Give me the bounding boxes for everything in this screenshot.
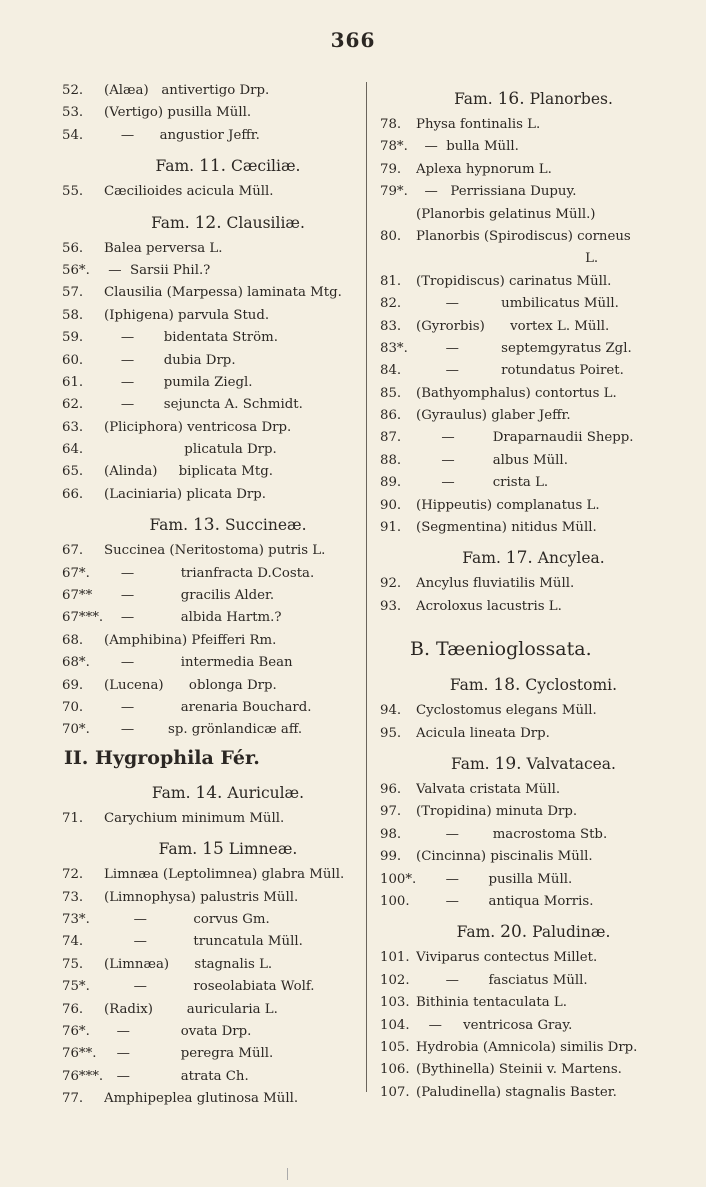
list-item xyxy=(380,1015,655,1037)
family-name: Cyclostomi. xyxy=(520,676,618,695)
entry-text: Succinea (Neritostoma) putris L. xyxy=(104,543,326,559)
entry-number: 65. xyxy=(62,464,84,480)
entry-number: 56*. xyxy=(62,262,90,278)
subsection-heading: B. Tæenioglossata. xyxy=(410,638,592,661)
entry-text: (Vertigo) pusilla Müll. xyxy=(104,105,252,121)
family-label: Fam. xyxy=(158,840,203,859)
entry-number: 90. xyxy=(380,497,402,513)
entry-number: 94. xyxy=(380,703,402,719)
right-column xyxy=(380,80,655,1104)
list-item xyxy=(380,573,655,595)
entry-text: — corvus Gm. xyxy=(104,911,270,927)
list-item xyxy=(380,495,655,517)
list-item xyxy=(380,405,655,427)
family-label: Fam. xyxy=(456,923,501,942)
entry-text: — bulla Müll. xyxy=(416,139,519,155)
entry-number: 76*. xyxy=(62,1023,90,1039)
entry-number: 83. xyxy=(380,318,402,334)
list-item xyxy=(380,824,655,846)
entry-text: Aplexa hypnorum L. xyxy=(416,161,552,177)
entry-text: plicatula Drp. xyxy=(104,442,277,458)
entry-number: 76***. xyxy=(62,1068,104,1084)
family-heading xyxy=(380,86,655,112)
entry-number: 55. xyxy=(62,184,84,200)
list-item xyxy=(62,887,362,909)
list-item xyxy=(62,607,362,629)
entry-number: 76. xyxy=(62,1001,84,1017)
list-item xyxy=(62,350,362,372)
entry-text: — dubia Drp. xyxy=(104,352,236,368)
list-item xyxy=(380,293,655,315)
entry-text: (Segmentina) nitidus Müll. xyxy=(416,520,597,536)
entry-text: — fasciatus Müll. xyxy=(416,972,588,988)
family-number: 11. xyxy=(199,156,227,177)
entry-text: (Alæa) antivertigo Drp. xyxy=(104,83,270,98)
entry-text: (Radix) auricularia L. xyxy=(104,1001,278,1017)
entry-number: 73*. xyxy=(62,911,90,927)
entry-text: — truncatula Müll. xyxy=(104,934,303,950)
list-item xyxy=(62,181,362,203)
list-item xyxy=(380,271,655,293)
entry-number: 103. xyxy=(380,995,410,1011)
family-number: 12. xyxy=(194,212,222,233)
list-item xyxy=(380,472,655,494)
entry-text: Planorbis (Spirodiscus) corneus xyxy=(416,228,631,244)
family-name: Cæciliæ. xyxy=(226,157,301,176)
entry-number: 72. xyxy=(62,867,84,883)
family-heading xyxy=(62,836,362,862)
family-label: Fam. xyxy=(454,90,498,108)
entry-text: Carychium minimum Müll. xyxy=(104,810,285,826)
entry-text: — bidentata Ström. xyxy=(104,330,278,346)
family-label: Fam. xyxy=(462,549,506,568)
list-item xyxy=(62,102,362,124)
entry-number: 57. xyxy=(62,285,84,301)
family-number: 19. xyxy=(494,753,522,774)
family-heading xyxy=(62,780,362,806)
list-item xyxy=(380,517,655,539)
family-name: Clausiliæ. xyxy=(221,213,305,232)
entry-number: 73. xyxy=(62,889,84,905)
entry-number: 61. xyxy=(62,374,84,390)
family-label: Fam. xyxy=(451,754,495,773)
entry-text: — crista L. xyxy=(416,475,549,491)
list-item xyxy=(62,540,362,562)
entry-number: 102. xyxy=(380,972,410,988)
entry-number: 53. xyxy=(62,105,84,121)
entry-number: 100. xyxy=(380,893,410,909)
family-number: 18. xyxy=(493,675,521,696)
list-item xyxy=(62,999,362,1021)
entry-text: L. xyxy=(416,251,599,267)
entry-number: 75*. xyxy=(62,979,90,995)
entry-text: Valvata cristata Müll. xyxy=(416,781,561,797)
entry-text: (Cincinna) piscinalis Müll. xyxy=(416,849,593,865)
family-label: Fam. xyxy=(149,516,193,535)
list-item xyxy=(380,114,655,136)
entry-number: 83*. xyxy=(380,340,408,356)
entry-text: — gracilis Alder. xyxy=(104,588,275,604)
family-name: Ancylea. xyxy=(532,549,605,568)
list-item xyxy=(380,869,655,891)
list-item xyxy=(380,779,655,801)
entry-text: — peregra Müll. xyxy=(104,1046,274,1062)
list-item xyxy=(380,992,655,1014)
list-item xyxy=(62,585,362,607)
list-item xyxy=(380,360,655,382)
entry-number: 64. xyxy=(62,442,84,458)
list-item xyxy=(62,125,362,147)
entry-text: (Hippeutis) complanatus L. xyxy=(416,497,600,513)
entry-text: (Planorbis gelatinus Müll.) xyxy=(416,206,596,222)
entry-text: — arenaria Bouchard. xyxy=(104,699,312,715)
entry-text: — albida Hartm.? xyxy=(104,610,282,626)
list-item xyxy=(380,181,655,203)
family-number: 14. xyxy=(195,782,223,803)
entry-text: (Iphigena) parvula Stud. xyxy=(104,307,270,323)
list-item xyxy=(380,136,655,158)
entry-number: 97. xyxy=(380,804,402,820)
entry-number: 96. xyxy=(380,781,402,797)
entry-number: 52. xyxy=(62,83,84,98)
entry-number: 70. xyxy=(62,699,84,715)
list-item xyxy=(62,1043,362,1065)
entry-text: Physa fontinalis L. xyxy=(416,117,541,132)
list-item xyxy=(62,372,362,394)
entry-text: — sejuncta A. Schmidt. xyxy=(104,397,303,413)
list-item xyxy=(380,970,655,992)
entry-text: (Bathyomphalus) contortus L. xyxy=(416,385,617,401)
list-item xyxy=(380,596,655,618)
entry-text: — roseolabiata Wolf. xyxy=(104,979,315,995)
family-heading xyxy=(380,919,655,945)
list-item xyxy=(380,700,655,722)
list-item xyxy=(62,327,362,349)
entry-text: Acroloxus lacustris L. xyxy=(416,598,562,614)
list-item xyxy=(380,1059,655,1081)
list-item xyxy=(380,248,655,270)
list-item xyxy=(380,316,655,338)
entry-number: 58. xyxy=(62,307,84,323)
family-label: Fam. xyxy=(155,157,200,176)
list-item xyxy=(62,652,362,674)
family-number: 15 xyxy=(202,839,224,860)
entry-text: — macrostoma Stb. xyxy=(416,826,608,842)
family-heading xyxy=(380,545,655,571)
entry-number: 106. xyxy=(380,1062,410,1078)
entry-text: Ancylus fluviatilis Müll. xyxy=(416,576,575,592)
entry-number: 84. xyxy=(380,363,402,379)
entry-number: 101. xyxy=(380,950,410,966)
family-heading xyxy=(62,210,362,236)
list-item xyxy=(380,226,655,248)
entry-number: 76**. xyxy=(62,1046,97,1062)
family-number: 17. xyxy=(505,548,533,569)
list-item xyxy=(380,801,655,823)
family-number: 13. xyxy=(192,515,221,536)
entry-text: — Sarsii Phil.? xyxy=(104,262,211,278)
list-item xyxy=(62,80,362,102)
list-item xyxy=(62,563,362,585)
entry-text: — pumila Ziegl. xyxy=(104,374,253,390)
entry-text: (Limnæa) stagnalis L. xyxy=(104,956,273,972)
family-heading xyxy=(380,751,655,777)
family-name: Paludinæ. xyxy=(527,923,611,942)
entry-number: 100*. xyxy=(380,871,417,887)
list-item xyxy=(62,260,362,282)
list-item xyxy=(380,159,655,181)
entry-text: — intermedia Bean xyxy=(104,655,293,671)
entry-text: (Alinda) biplicata Mtg. xyxy=(104,464,273,480)
entry-text: — rotundatus Poiret. xyxy=(416,363,624,379)
entry-number: 87. xyxy=(380,430,402,446)
entry-number: 99. xyxy=(380,849,402,865)
entry-number: 60. xyxy=(62,352,84,368)
entry-number: 79. xyxy=(380,161,402,177)
entry-text: (Limnophysa) palustris Müll. xyxy=(104,889,299,905)
list-item xyxy=(62,439,362,461)
list-item xyxy=(62,305,362,327)
list-item xyxy=(62,808,362,830)
list-item xyxy=(62,238,362,260)
entry-text: (Gyrorbis) vortex L. Müll. xyxy=(416,318,610,334)
entry-text: — ovata Drp. xyxy=(104,1023,252,1039)
page-number: 366 xyxy=(330,28,376,52)
list-item xyxy=(380,723,655,745)
family-name: Auriculæ. xyxy=(222,783,305,802)
entry-number: 88. xyxy=(380,452,402,468)
list-item xyxy=(62,1021,362,1043)
entry-number: 68. xyxy=(62,632,84,648)
list-item xyxy=(62,864,362,886)
entry-number: 95. xyxy=(380,725,402,741)
family-name: Planorbes. xyxy=(524,90,613,108)
entry-text: — antiqua Morris. xyxy=(416,893,594,909)
family-heading xyxy=(62,153,362,179)
list-item xyxy=(380,204,655,226)
entry-text: Cyclostomus elegans Müll. xyxy=(416,703,597,719)
entry-number: 82. xyxy=(380,296,402,312)
page-tick-mark xyxy=(287,1168,288,1180)
entry-text: (Amphibina) Pfeifferi Rm. xyxy=(104,632,277,648)
family-heading xyxy=(380,672,655,698)
entry-text: (Bythinella) Steinii v. Martens. xyxy=(416,1062,622,1078)
family-label: Fam. xyxy=(449,676,494,695)
list-item xyxy=(62,909,362,931)
list-item xyxy=(62,461,362,483)
entry-text: — Draparnaudii Shepp. xyxy=(416,430,634,446)
entry-number: 89. xyxy=(380,475,402,491)
list-item xyxy=(380,947,655,969)
list-item xyxy=(62,1088,362,1110)
entry-number: 78*. xyxy=(380,139,408,155)
list-item xyxy=(380,338,655,360)
entry-number: 81. xyxy=(380,273,402,289)
entry-text: — sp. grönlandicæ aff. xyxy=(104,722,303,738)
entry-number: 107. xyxy=(380,1084,410,1100)
entry-text: (Tropidina) minuta Drp. xyxy=(416,804,578,820)
family-number: 16. xyxy=(497,89,525,109)
list-item xyxy=(62,931,362,953)
entry-text: — septemgyratus Zgl. xyxy=(416,340,632,356)
list-item xyxy=(62,1066,362,1088)
entry-number: 85. xyxy=(380,385,402,401)
entry-text: — Perrissiana Dupuy. xyxy=(416,184,577,200)
entry-number: 77. xyxy=(62,1091,84,1107)
entry-text: Hydrobia (Amnicola) similis Drp. xyxy=(416,1039,638,1055)
family-label: Fam. xyxy=(151,783,196,802)
list-item xyxy=(380,427,655,449)
list-item xyxy=(380,891,655,913)
entry-text: — angustior Jeffr. xyxy=(104,127,260,143)
entry-number: 75. xyxy=(62,956,84,972)
entry-text: — pusilla Müll. xyxy=(416,871,573,887)
entry-text: Amphipeplea glutinosa Müll. xyxy=(104,1091,299,1107)
list-item xyxy=(62,484,362,506)
list-item xyxy=(62,417,362,439)
family-label: Fam. xyxy=(151,213,195,232)
entry-number: 91. xyxy=(380,520,402,536)
column-divider xyxy=(366,82,367,1092)
list-item xyxy=(62,675,362,697)
entry-number: 70*. xyxy=(62,722,90,738)
entry-text: (Lucena) oblonga Drp. xyxy=(104,677,277,693)
entry-number: 69. xyxy=(62,677,84,693)
family-name: Limneæ. xyxy=(223,840,298,859)
entry-number: 104. xyxy=(380,1017,410,1033)
family-name: Valvatacea. xyxy=(521,754,616,773)
list-item xyxy=(62,282,362,304)
family-heading xyxy=(62,512,362,538)
entry-number: 93. xyxy=(380,598,402,614)
entry-text: Acicula lineata Drp. xyxy=(416,725,550,741)
list-item xyxy=(380,1037,655,1059)
entry-text: Viviparus contectus Millet. xyxy=(416,950,598,966)
entry-number: 59. xyxy=(62,330,84,346)
entry-text: (Laciniaria) plicata Drp. xyxy=(104,486,266,502)
entry-number: 74. xyxy=(62,934,84,950)
family-number: 20. xyxy=(500,922,528,943)
list-item xyxy=(380,383,655,405)
entry-text: (Pliciphora) ventricosa Drp. xyxy=(104,419,292,435)
entry-number: 98. xyxy=(380,826,402,842)
entry-number: 67. xyxy=(62,543,84,559)
entry-number: 86. xyxy=(380,408,402,424)
entry-text: Clausilia (Marpessa) laminata Mtg. xyxy=(104,285,342,301)
entry-number: 78. xyxy=(380,117,402,132)
list-item xyxy=(62,954,362,976)
entry-number: 63. xyxy=(62,419,84,435)
entry-number: 92. xyxy=(380,576,402,592)
left-column xyxy=(62,80,362,1110)
entry-number: 67*. xyxy=(62,565,90,581)
entry-number: 66. xyxy=(62,486,84,502)
entry-text: (Gyraulus) glaber Jeffr. xyxy=(416,408,571,424)
entry-number: 80. xyxy=(380,228,402,244)
list-item xyxy=(62,719,362,741)
entry-text: — umbilicatus Müll. xyxy=(416,296,619,312)
entry-number: 71. xyxy=(62,810,84,826)
entry-number: 105. xyxy=(380,1039,410,1055)
entry-text: (Paludinella) stagnalis Baster. xyxy=(416,1084,617,1100)
entry-number: 68*. xyxy=(62,655,90,671)
entry-text: — atrata Ch. xyxy=(104,1068,249,1084)
entry-text: — ventricosa Gray. xyxy=(416,1017,573,1033)
list-item xyxy=(62,697,362,719)
list-item xyxy=(380,450,655,472)
entry-text: Limnæa (Leptolimnea) glabra Müll. xyxy=(104,867,345,883)
entry-number: 67***. xyxy=(62,610,104,626)
list-item xyxy=(62,976,362,998)
entry-text: Balea perversa L. xyxy=(104,240,223,256)
list-item xyxy=(62,394,362,416)
entry-number: 62. xyxy=(62,397,84,413)
section-heading: II. Hygrophila Fér. xyxy=(64,746,260,769)
list-item xyxy=(380,1082,655,1104)
entry-number: 54. xyxy=(62,127,84,143)
entry-number: 67** xyxy=(62,588,93,604)
entry-text: (Tropidiscus) carinatus Müll. xyxy=(416,273,612,289)
entry-text: — trianfracta D.Costa. xyxy=(104,565,315,581)
entry-text: Cæcilioides acicula Müll. xyxy=(104,184,274,200)
list-item xyxy=(380,846,655,868)
entry-text: Bithinia tentaculata L. xyxy=(416,995,567,1011)
entry-text: — albus Müll. xyxy=(416,452,568,468)
entry-number: 79*. xyxy=(380,184,408,200)
list-item xyxy=(62,630,362,652)
entry-number: 56. xyxy=(62,240,84,256)
family-name: Succineæ. xyxy=(220,516,307,535)
entry-number xyxy=(380,248,416,270)
entry-number xyxy=(380,204,416,226)
